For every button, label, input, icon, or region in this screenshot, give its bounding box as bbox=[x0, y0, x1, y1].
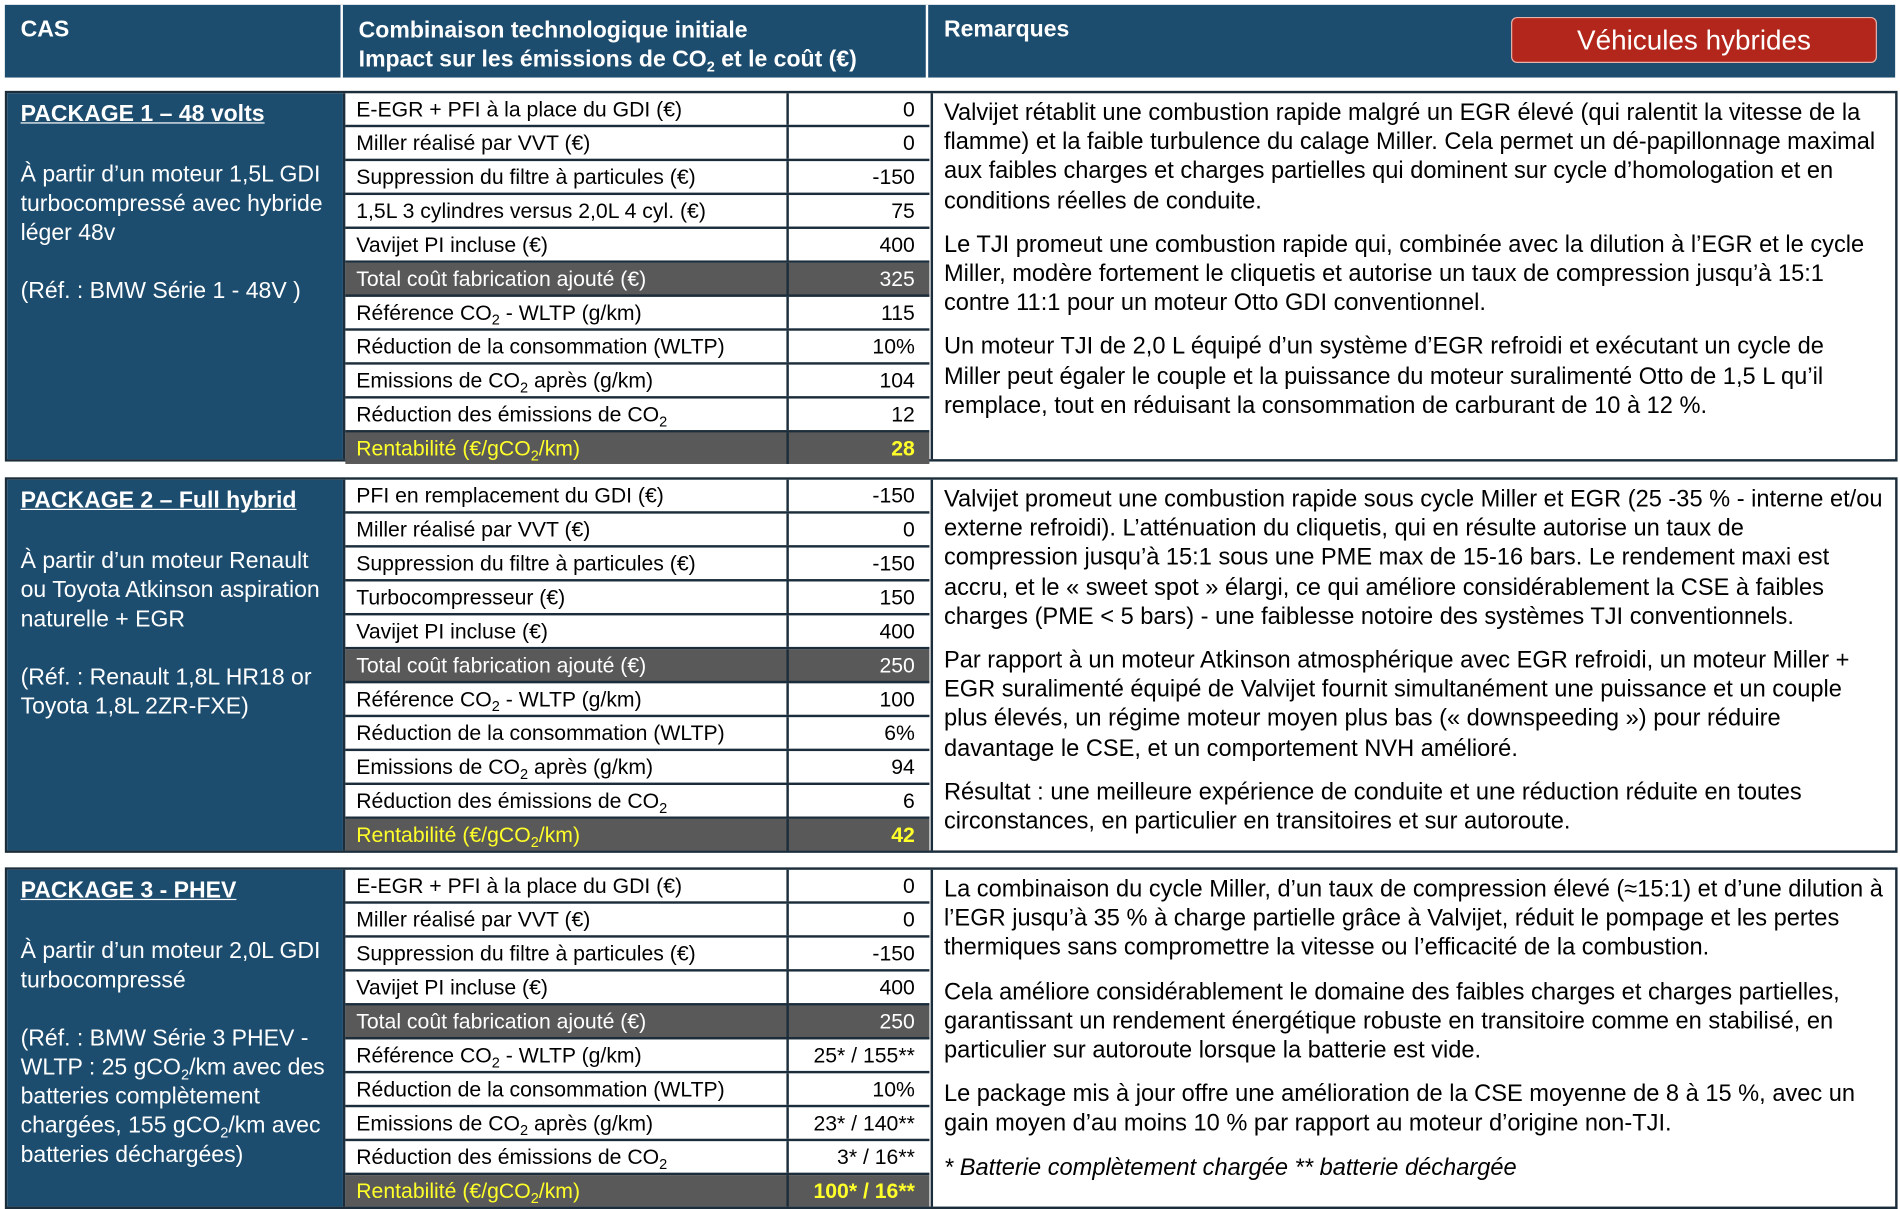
package-2-cas bbox=[7, 480, 343, 851]
table-row: Référence $CO_2$ - WLTP (g/km) 100 bbox=[345, 683, 929, 717]
total-cost-row: Total coût fabrication ajouté (€) 325 bbox=[345, 263, 929, 297]
package-1 bbox=[5, 91, 1898, 462]
table-row: Turbocompresseur (€) 150 bbox=[345, 581, 929, 615]
header-divider bbox=[340, 5, 342, 78]
table-row: Miller réalisé par VVT (€) 0 bbox=[345, 127, 929, 161]
table-row: Réduction des émissions de $CO_2$ 6 bbox=[345, 785, 929, 819]
package-3-table bbox=[345, 870, 929, 1207]
package-2 bbox=[5, 477, 1898, 853]
table-row: Réduction de la consommation (WLTP) 10% bbox=[345, 331, 929, 365]
profitability-row: Rentabilité (€/gCO$_2$/km) 28 bbox=[345, 432, 929, 463]
package-1-table bbox=[345, 93, 929, 464]
table-row: Référence $CO_2$ - WLTP (g/km) 115 bbox=[345, 297, 929, 331]
hybrid-vehicles-badge: Véhicules hybrides bbox=[1511, 17, 1877, 63]
table-row: Réduction de la consommation (WLTP) 10% bbox=[345, 1073, 929, 1107]
table-row: Miller réalisé par VVT (€) 0 bbox=[345, 904, 929, 938]
header-bar bbox=[5, 5, 1895, 78]
table-row: Vavijet PI incluse (€) 400 bbox=[345, 615, 929, 649]
package-2-title: PACKAGE 2 – Full hybrid bbox=[20, 488, 297, 514]
column-divider bbox=[931, 870, 933, 1207]
table-row: Emissions de $CO_2$ après (g/km) 104 bbox=[345, 365, 929, 399]
table-row: Suppression du filtre à particules (€) -150 bbox=[345, 161, 929, 195]
table-row: Réduction des émissions de $CO_2$ 12 bbox=[345, 399, 929, 433]
header-cas: CAS bbox=[20, 16, 70, 43]
package-3-description: À partir d’un moteur 2,0L GDI turbocompressé (Réf. : BMW Série 3 PHEV - WLTP : 25 gCO$_2$/km avec des batteries complètement chargées, 155 gCO$_2$/km avec batteries déchargées) bbox=[20, 938, 325, 1168]
package-1-description: À partir d’un moteur 1,5L GDI turbocompressé avec hybride léger 48v (Réf. : BMW Série 1 - 48V ) bbox=[20, 162, 323, 305]
package-3-cas bbox=[7, 870, 343, 1207]
header-combination-line2: Impact sur les émissions de $CO_2$ et le coût (€) bbox=[358, 47, 857, 76]
profitability-row: Rentabilité (€/gCO$_2$/km) 100* / 16** bbox=[345, 1175, 929, 1206]
footnote: * Batterie complètement chargée ** batterie déchargée bbox=[943, 1154, 1517, 1181]
column-divider bbox=[931, 93, 933, 459]
table-row: E-EGR + PFI à la place du GDI (€) 0 bbox=[345, 93, 929, 127]
header-combination-line1: Combinaison technologique initiale bbox=[358, 18, 748, 44]
package-2-remarks: Valvijet promeut une combustion rapide sous cycle Miller et EGR (25 -35 % - interne et/ou externe refroidi). L’atténuation du cliquetis, qui en résulte autorise un taux de compression jusqu’à 15:1 sous une PME max de 15-16 bars. Le rendement maxi est accru, et le « sweet spot » élargi, ce qui améliore considérablement la CSE à faibles charges (PME < 5 bars) - une faiblesse notoire des systèmes TJI conventionnels. Par rapport à un moteur Atkinson atmosphérique avec EGR refroidi, un moteur Miller + EGR suralimenté équipé de Valvijet fournit simultanément une puissance et un couple plus élevés, un régime moteur moyen plus bas (« downspeeding ») pour réduire davantage le CSE, et un comportement NVH amélioré. Résultat : une meilleure expérience de conduite et une réduction réduite en toutes circonstances, en particulier en transitoires et sur autoroute. bbox=[943, 485, 1883, 835]
table-row: Vavijet PI incluse (€) 400 bbox=[345, 229, 929, 263]
package-1-remarks: Valvijet rétablit une combustion rapide malgré un EGR élevé (qui ralentit la vitesse de la flamme) et la faible turbulence du calage Miller. Cela permet un dé-papillonnage maximal aux faibles charges et charges partielles qui dominent sur cycle d’homologation et en conditions réelles de conduite. Le TJI promeut une combustion rapide qui, combinée avec la dilution à l’EGR et le cycle Miller, modère fortement le cliquetis et autorise un taux de compression jusqu’à 15:1 contre 11:1 pour un moteur Otto GDI conventionnel. Un moteur TJI de 2,0 L équipé d’un système d’EGR refroidi et exécutant un cycle de Miller peut égaler le couple et la puissance du moteur suralimenté Otto de 1,5 L qu’il remplace, tout en réduisant la consommation de carburant de 10 à 12 %. bbox=[943, 99, 1876, 419]
package-2-description: À partir d’un moteur Renault ou Toyota Atkinson aspiration naturelle + EGR (Réf. : Renault 1,8L HR18 or Toyota 1,8L 2ZR-FXE) bbox=[20, 548, 320, 720]
table-row: Suppression du filtre à particules (€) -150 bbox=[345, 548, 929, 582]
table-row: Suppression du filtre à particules (€) -150 bbox=[345, 938, 929, 972]
package-3-remarks: La combinaison du cycle Miller, d’un taux de compression élevé (≈15:1) et d’une dilution à l’EGR jusqu’à 35 % à charge partielle grâce à Valvijet, réduit le pompage et les pertes thermiques sans compromettre la vitesse ou l’efficacité de la combustion. Cela améliore considérablement le domaine des faibles charges et charges partielles, garantissant un rendement énergétique robuste en transitoire comme en stabilisé, en particulier sur autoroute lorsque la batterie est vide. Le package mis à jour offre une amélioration de la CSE moyenne de 8 à 15 %, avec un gain moyen d’au moins 10 % par rapport au moteur d’origine non-TJI. * Batterie complètement chargée ** batterie déchargée bbox=[943, 875, 1883, 1181]
table-row: 1,5L 3 cylindres versus 2,0L 4 cyl. (€) 75 bbox=[345, 195, 929, 229]
table-row: Vavijet PI incluse (€) 400 bbox=[345, 972, 929, 1006]
header-remarques: Remarques bbox=[943, 16, 1070, 43]
profitability-row: Rentabilité (€/gCO$_2$/km) 42 bbox=[345, 819, 929, 850]
column-divider bbox=[931, 480, 933, 851]
header-divider bbox=[926, 5, 928, 78]
total-cost-row: Total coût fabrication ajouté (€) 250 bbox=[345, 1005, 929, 1039]
package-3-title: PACKAGE 3 - PHEV bbox=[20, 878, 237, 904]
table-row: Emissions de $CO_2$ après (g/km) 23* / 140** bbox=[345, 1107, 929, 1141]
table-row: PFI en remplacement du GDI (€) -150 bbox=[345, 480, 929, 514]
table-row: Référence $CO_2$ - WLTP (g/km) 25* / 155** bbox=[345, 1039, 929, 1073]
table-row: E-EGR + PFI à la place du GDI (€) 0 bbox=[345, 870, 929, 904]
table-row: Réduction des émissions de $CO_2$ 3* / 16** bbox=[345, 1141, 929, 1175]
package-3 bbox=[5, 867, 1898, 1209]
header-combination bbox=[359, 17, 857, 75]
table-row: Réduction de la consommation (WLTP) 6% bbox=[345, 717, 929, 751]
total-cost-row: Total coût fabrication ajouté (€) 250 bbox=[345, 649, 929, 683]
package-1-cas bbox=[7, 93, 343, 459]
table-row: Emissions de $CO_2$ après (g/km) 94 bbox=[345, 751, 929, 785]
package-1-title: PACKAGE 1 – 48 volts bbox=[20, 101, 265, 128]
table-row: Miller réalisé par VVT (€) 0 bbox=[345, 514, 929, 548]
package-2-table bbox=[345, 480, 929, 851]
